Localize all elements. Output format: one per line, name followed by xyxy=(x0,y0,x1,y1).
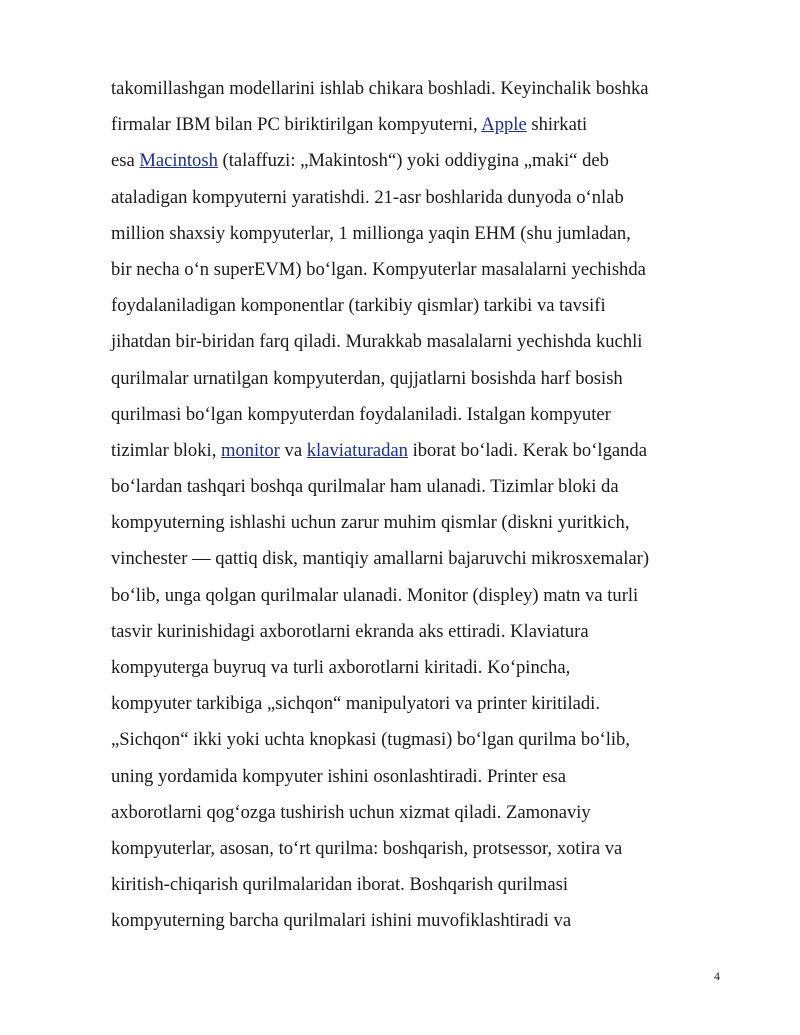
text-line xyxy=(111,180,731,216)
text-line xyxy=(111,831,731,867)
text-line xyxy=(111,614,731,650)
text-segment: esa xyxy=(111,150,140,172)
text-line xyxy=(111,469,731,505)
text-segment: million shaxsiy kompyuterlar, 1 millionga yaqin EHM (shu jumladan, xyxy=(111,222,631,244)
link-apple[interactable]: Apple xyxy=(481,114,527,136)
text-segment: boʻlib, unga qolgan qurilmalar ulanadi. Monitor (displey) matn va turli xyxy=(111,584,639,606)
text-line xyxy=(111,252,731,288)
text-segment: „Sichqon“ ikki yoki uchta knopkasi (tugmasi) boʻlgan qurilma boʻlib, xyxy=(111,729,630,751)
text-line xyxy=(111,216,731,252)
text-line xyxy=(111,143,731,179)
text-segment: va xyxy=(279,439,307,461)
text-segment: kompyuterlar, asosan, toʻrt qurilma: boshqarish, protsessor, xotira va xyxy=(111,837,623,859)
text-line xyxy=(111,686,731,722)
text-line xyxy=(111,71,731,107)
text-line xyxy=(111,107,731,143)
text-segment: jihatdan bir-biridan farq qiladi. Murakkab masalalarni yechishda kuchli xyxy=(111,331,643,353)
text-segment: qurilmalar urnatilgan kompyuterdan, qujjatlarni bosishda harf bosish xyxy=(111,367,623,389)
body-text xyxy=(111,71,731,940)
text-line xyxy=(111,759,731,795)
text-line xyxy=(111,324,731,360)
text-segment: qurilmasi boʻlgan kompyuterdan foydalaniladi. Istalgan kompyuter xyxy=(111,403,611,425)
text-segment: iborat boʻladi. Kerak boʻlganda xyxy=(407,439,647,461)
text-segment: shirkati xyxy=(526,114,588,136)
text-segment: (talaffuzi: „Makintosh“) yoki oddiygina „maki“ deb xyxy=(217,150,609,172)
link-monitor[interactable]: monitor xyxy=(221,439,280,461)
link-macintosh[interactable]: Macintosh xyxy=(139,150,218,172)
text-line xyxy=(111,578,731,614)
text-segment: vinchester — qattiq disk, mantiqiy amallarni bajaruvchi mikrosxemalar) xyxy=(111,548,650,570)
text-line xyxy=(111,867,731,903)
text-segment: kompyuterning ishlashi uchun zarur muhim qismlar (diskni yuritkich, xyxy=(111,512,630,534)
page-number: 4 xyxy=(714,969,720,983)
text-segment: foydalaniladigan komponentlar (tarkibiy qismlar) tarkibi va tavsifi xyxy=(111,295,606,317)
link-klaviaturadan[interactable]: klaviaturadan xyxy=(306,439,408,461)
text-segment: kompyuterning barcha qurilmalari ishini muvofiklashtiradi va xyxy=(111,910,572,932)
text-line xyxy=(111,650,731,686)
text-line xyxy=(111,903,731,939)
text-line xyxy=(111,397,731,433)
text-segment: firmalar IBM bilan PC biriktirilgan kompyuterni, xyxy=(111,114,482,136)
text-line xyxy=(111,795,731,831)
text-segment: tizimlar bloki, xyxy=(111,439,221,461)
text-line xyxy=(111,288,731,324)
text-line xyxy=(111,541,731,577)
text-segment: axborotlarni qogʻozga tushirish uchun xizmat qiladi. Zamonaviy xyxy=(111,801,591,823)
text-segment: tasvir kurinishidagi axborotlarni ekranda aks ettiradi. Klaviatura xyxy=(111,620,589,642)
text-segment: kiritish-chiqarish qurilmalaridan iborat. Boshqarish qurilmasi xyxy=(111,874,569,896)
text-line xyxy=(111,361,731,397)
text-segment: ataladigan kompyuterni yaratishdi. 21-asr boshlarida dunyoda oʻnlab xyxy=(111,186,624,208)
text-segment: kompyuterga buyruq va turli axborotlarni kiritadi. Koʻpincha, xyxy=(111,657,571,678)
text-segment: kompyuter tarkibiga „sichqon“ manipulyatori va printer kiritiladi. xyxy=(111,693,600,715)
text-line xyxy=(111,722,731,758)
text-segment: bir necha oʻn superEVM) boʻlgan. Kompyuterlar masalalarni yechishda xyxy=(111,258,646,280)
text-line xyxy=(111,433,731,469)
text-segment: takomillashgan modellarini ishlab chikara boshladi. Keyinchalik boshka xyxy=(111,78,649,99)
text-segment: boʻlardan tashqari boshqa qurilmalar ham ulanadi. Tizimlar bloki da xyxy=(111,476,619,498)
text-segment: uning yordamida kompyuter ishini osonlashtiradi. Printer esa xyxy=(111,765,566,787)
text-line xyxy=(111,505,731,541)
